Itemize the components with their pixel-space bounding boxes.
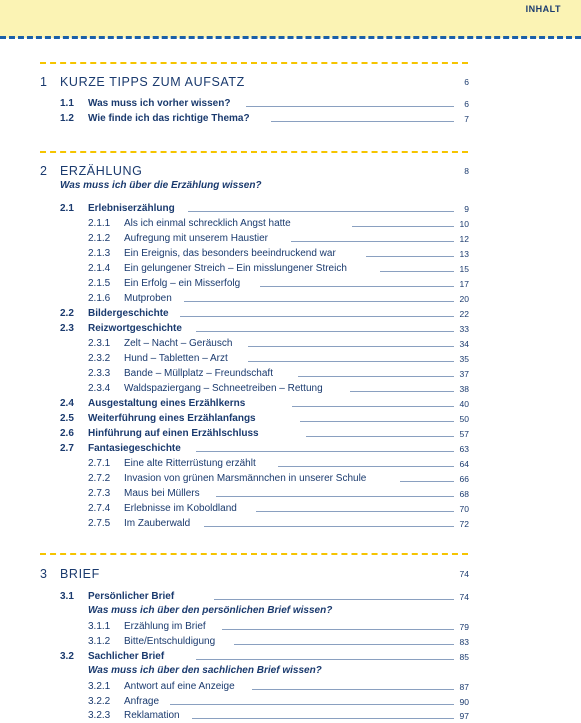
- toc-entry-2-1-2[interactable]: [0, 232, 581, 246]
- page-number: 6: [464, 99, 469, 109]
- subsection-title: Eine alte Ritterrüstung erzählt: [124, 458, 256, 469]
- page-number: 35: [459, 354, 469, 364]
- dot-leader: [352, 226, 454, 227]
- section-number: 2.6: [60, 428, 74, 439]
- page-number: 6: [464, 77, 469, 87]
- page-number: 74: [459, 592, 469, 602]
- dot-leader: [298, 376, 454, 377]
- dot-leader: [252, 689, 454, 690]
- page-number: 83: [459, 637, 469, 647]
- section-number: 2.1: [60, 203, 74, 214]
- page-number: 10: [459, 219, 469, 229]
- subsection-title: Maus bei Müllers: [124, 488, 200, 499]
- toc-entry-1-2[interactable]: [0, 112, 581, 126]
- dot-leader: [216, 496, 454, 497]
- dot-leader: [188, 211, 454, 212]
- section-title: Wie finde ich das richtige Thema?: [88, 113, 250, 124]
- subsection-title: Bitte/Entschuldigung: [124, 636, 216, 647]
- page-number: 9: [464, 204, 469, 214]
- section-title: Sachlicher Brief: [88, 651, 165, 662]
- dot-leader: [170, 704, 454, 705]
- section-number: 2.7: [60, 443, 74, 454]
- page-number: 13: [459, 249, 469, 259]
- toc-entry-2-1[interactable]: [0, 202, 581, 216]
- subsection-title: Mutproben: [124, 293, 172, 304]
- chapter-3-entry[interactable]: [0, 566, 581, 582]
- dot-leader: [180, 316, 454, 317]
- dot-leader: [248, 361, 454, 362]
- page-number: 57: [459, 429, 469, 439]
- section-number: 2.3: [60, 323, 74, 334]
- subsection-number: 2.7.4: [88, 503, 111, 514]
- page-number: 40: [459, 399, 469, 409]
- chapter-subtitle: [0, 179, 581, 193]
- page-number: 50: [459, 414, 469, 424]
- toc-entry-2-1-1[interactable]: [0, 217, 581, 231]
- dot-leader: [246, 106, 454, 107]
- subsection-title: Hund – Tabletten – Arzt: [124, 353, 228, 364]
- dot-leader: [278, 466, 454, 467]
- page-number: 74: [459, 569, 469, 579]
- page-number: 97: [459, 711, 469, 721]
- page-number: 87: [459, 682, 469, 692]
- toc-entry-2-5[interactable]: [0, 412, 581, 426]
- dot-leader: [214, 599, 454, 600]
- subtitle-text: Was muss ich über den sachlichen Brief wissen?: [88, 665, 322, 676]
- toc-entry-2-1-5[interactable]: [0, 277, 581, 291]
- chapter-title: BRIEF: [60, 567, 100, 581]
- toc-entry-2-7-4[interactable]: [0, 502, 581, 516]
- page-number: 8: [464, 166, 469, 176]
- chapter-number: 3: [40, 567, 48, 581]
- dot-leader: [196, 331, 454, 332]
- page-number: 20: [459, 294, 469, 304]
- page-number: 33: [459, 324, 469, 334]
- dot-leader: [350, 391, 454, 392]
- subsection-title: Antwort auf eine Anzeige: [124, 681, 235, 692]
- section-subtitle: [0, 604, 581, 618]
- page-number: 38: [459, 384, 469, 394]
- toc-entry-3-2-2[interactable]: [0, 695, 581, 709]
- subsection-title: Bande – Müllplatz – Freundschaft: [124, 368, 273, 379]
- section-number: 1.1: [60, 98, 74, 109]
- toc-entry-2-2[interactable]: [0, 307, 581, 321]
- subsection-title: Aufregung mit unserem Haustier: [124, 233, 268, 244]
- chapter-1-entry[interactable]: [0, 74, 581, 90]
- chapter-divider: [40, 553, 468, 555]
- dot-leader: [306, 436, 454, 437]
- subsection-number: 2.3.3: [88, 368, 111, 379]
- section-title: Was muss ich vorher wissen?: [88, 98, 231, 109]
- subsection-number: 2.1.4: [88, 263, 111, 274]
- section-title: Ausgestaltung eines Erzählkerns: [88, 398, 246, 409]
- toc-entry-3-2-1[interactable]: [0, 680, 581, 694]
- dot-leader: [291, 241, 454, 242]
- page-number: 15: [459, 264, 469, 274]
- subsection-number: 2.1.1: [88, 218, 111, 229]
- toc-entry-2-7[interactable]: [0, 442, 581, 456]
- page-number: 37: [459, 369, 469, 379]
- subsection-number: 3.1.2: [88, 636, 111, 647]
- dot-leader: [184, 301, 454, 302]
- toc-entry-2-7-5[interactable]: [0, 517, 581, 531]
- toc-entry-2-7-3[interactable]: [0, 487, 581, 501]
- section-number: 3.1: [60, 591, 74, 602]
- dot-leader: [380, 271, 454, 272]
- page-number: 68: [459, 489, 469, 499]
- page-number: 34: [459, 339, 469, 349]
- subsection-title: Anfrage: [124, 696, 160, 707]
- page-number: 7: [464, 114, 469, 124]
- toc-entry-2-3-1[interactable]: [0, 337, 581, 351]
- dot-leader: [300, 421, 454, 422]
- header-label: INHALT: [525, 4, 561, 14]
- page-number: 64: [459, 459, 469, 469]
- dot-leader: [256, 511, 454, 512]
- toc-entry-2-7-1[interactable]: [0, 457, 581, 471]
- toc-entry-2-1-3[interactable]: [0, 247, 581, 261]
- page-number: 66: [459, 474, 469, 484]
- toc-entry-3-2[interactable]: [0, 650, 581, 664]
- chapter-2-entry[interactable]: [0, 163, 581, 179]
- subsection-number: 2.7.5: [88, 518, 111, 529]
- section-number: 2.2: [60, 308, 74, 319]
- subsection-title: Im Zauberwald: [124, 518, 191, 529]
- header-band: [0, 0, 581, 38]
- subsection-number: 2.3.1: [88, 338, 111, 349]
- toc-entry-3-1-1[interactable]: [0, 620, 581, 634]
- subsection-title: Als ich einmal schrecklich Angst hatte: [124, 218, 291, 229]
- subsection-number: 2.1.5: [88, 278, 111, 289]
- dot-leader: [248, 346, 454, 347]
- subsection-number: 3.2.3: [88, 710, 111, 721]
- toc-entry-2-7-2[interactable]: [0, 472, 581, 486]
- section-title: Hinführung auf einen Erzählschluss: [88, 428, 259, 439]
- chapter-number: 2: [40, 164, 48, 178]
- header-divider: [0, 36, 581, 39]
- section-title: Reizwortgeschichte: [88, 323, 182, 334]
- dot-leader: [260, 286, 454, 287]
- subsection-title: Ein Ereignis, das besonders beeindruckend war: [124, 248, 336, 259]
- toc-entry-2-3-2[interactable]: [0, 352, 581, 366]
- page-number: 72: [459, 519, 469, 529]
- dot-leader: [366, 256, 454, 257]
- page-number: 70: [459, 504, 469, 514]
- toc-entry-3-1[interactable]: [0, 590, 581, 604]
- subsection-title: Ein Erfolg – ein Misserfolg: [124, 278, 241, 289]
- subtitle-text: Was muss ich über den persönlichen Brief wissen?: [88, 605, 333, 616]
- chapter-divider: [40, 151, 468, 153]
- subsection-number: 2.3.4: [88, 383, 111, 394]
- section-subtitle: [0, 664, 581, 678]
- subsection-number: 2.1.3: [88, 248, 111, 259]
- dot-leader: [271, 121, 454, 122]
- subsection-title: Reklamation: [124, 710, 180, 721]
- dot-leader: [204, 526, 454, 527]
- toc-entry-2-1-4[interactable]: [0, 262, 581, 276]
- toc-entry-2-4[interactable]: [0, 397, 581, 411]
- subsection-number: 3.2.2: [88, 696, 111, 707]
- dot-leader: [222, 629, 454, 630]
- section-title: Bildergeschichte: [88, 308, 169, 319]
- page-number: 12: [459, 234, 469, 244]
- toc-entry-2-3-3[interactable]: [0, 367, 581, 381]
- subsection-number: 3.2.1: [88, 681, 111, 692]
- section-number: 2.5: [60, 413, 74, 424]
- subsection-title: Waldspaziergang – Schneetreiben – Rettung: [124, 383, 323, 394]
- section-number: 2.4: [60, 398, 74, 409]
- page-number: 63: [459, 444, 469, 454]
- subsection-number: 2.7.1: [88, 458, 111, 469]
- toc-entry-2-3[interactable]: [0, 322, 581, 336]
- dot-leader: [400, 481, 454, 482]
- chapter-divider: [40, 62, 468, 64]
- section-title: Persönlicher Brief: [88, 591, 175, 602]
- toc-entry-2-3-4[interactable]: [0, 382, 581, 396]
- chapter-number: 1: [40, 75, 48, 89]
- chapter-title: KURZE TIPPS ZUM AUFSATZ: [60, 75, 245, 89]
- toc-entry-3-2-3[interactable]: [0, 709, 581, 723]
- subsection-title: Invasion von grünen Marsmännchen in unserer Schule: [124, 473, 367, 484]
- section-number: 3.2: [60, 651, 74, 662]
- toc-entry-3-1-2[interactable]: [0, 635, 581, 649]
- toc-entry-2-1-6[interactable]: [0, 292, 581, 306]
- subsection-number: 2.3.2: [88, 353, 111, 364]
- page-number: 85: [459, 652, 469, 662]
- page-number: 17: [459, 279, 469, 289]
- dot-leader: [196, 659, 454, 660]
- dot-leader: [292, 406, 454, 407]
- section-title: Fantasiegeschichte: [88, 443, 181, 454]
- dot-leader: [192, 718, 454, 719]
- subsection-number: 2.7.2: [88, 473, 111, 484]
- subsection-title: Erzählung im Brief: [124, 621, 206, 632]
- subsection-number: 2.7.3: [88, 488, 111, 499]
- subsection-number: 3.1.1: [88, 621, 111, 632]
- subsection-number: 2.1.2: [88, 233, 111, 244]
- subtitle-text: Was muss ich über die Erzählung wissen?: [60, 180, 262, 191]
- dot-leader: [234, 644, 454, 645]
- section-number: 1.2: [60, 113, 74, 124]
- dot-leader: [196, 451, 454, 452]
- section-title: Weiterführung eines Erzählanfangs: [88, 413, 256, 424]
- subsection-title: Ein gelungener Streich – Ein misslungener Streich: [124, 263, 347, 274]
- toc-entry-1-1[interactable]: [0, 97, 581, 111]
- page-number: 90: [459, 697, 469, 707]
- section-title: Erlebniserzählung: [88, 203, 175, 214]
- subsection-title: Zelt – Nacht – Geräusch: [124, 338, 233, 349]
- subsection-number: 2.1.6: [88, 293, 111, 304]
- page-number: 79: [459, 622, 469, 632]
- chapter-title: ERZÄHLUNG: [60, 164, 143, 178]
- subsection-title: Erlebnisse im Koboldland: [124, 503, 237, 514]
- toc-entry-2-6[interactable]: [0, 427, 581, 441]
- page-number: 22: [459, 309, 469, 319]
